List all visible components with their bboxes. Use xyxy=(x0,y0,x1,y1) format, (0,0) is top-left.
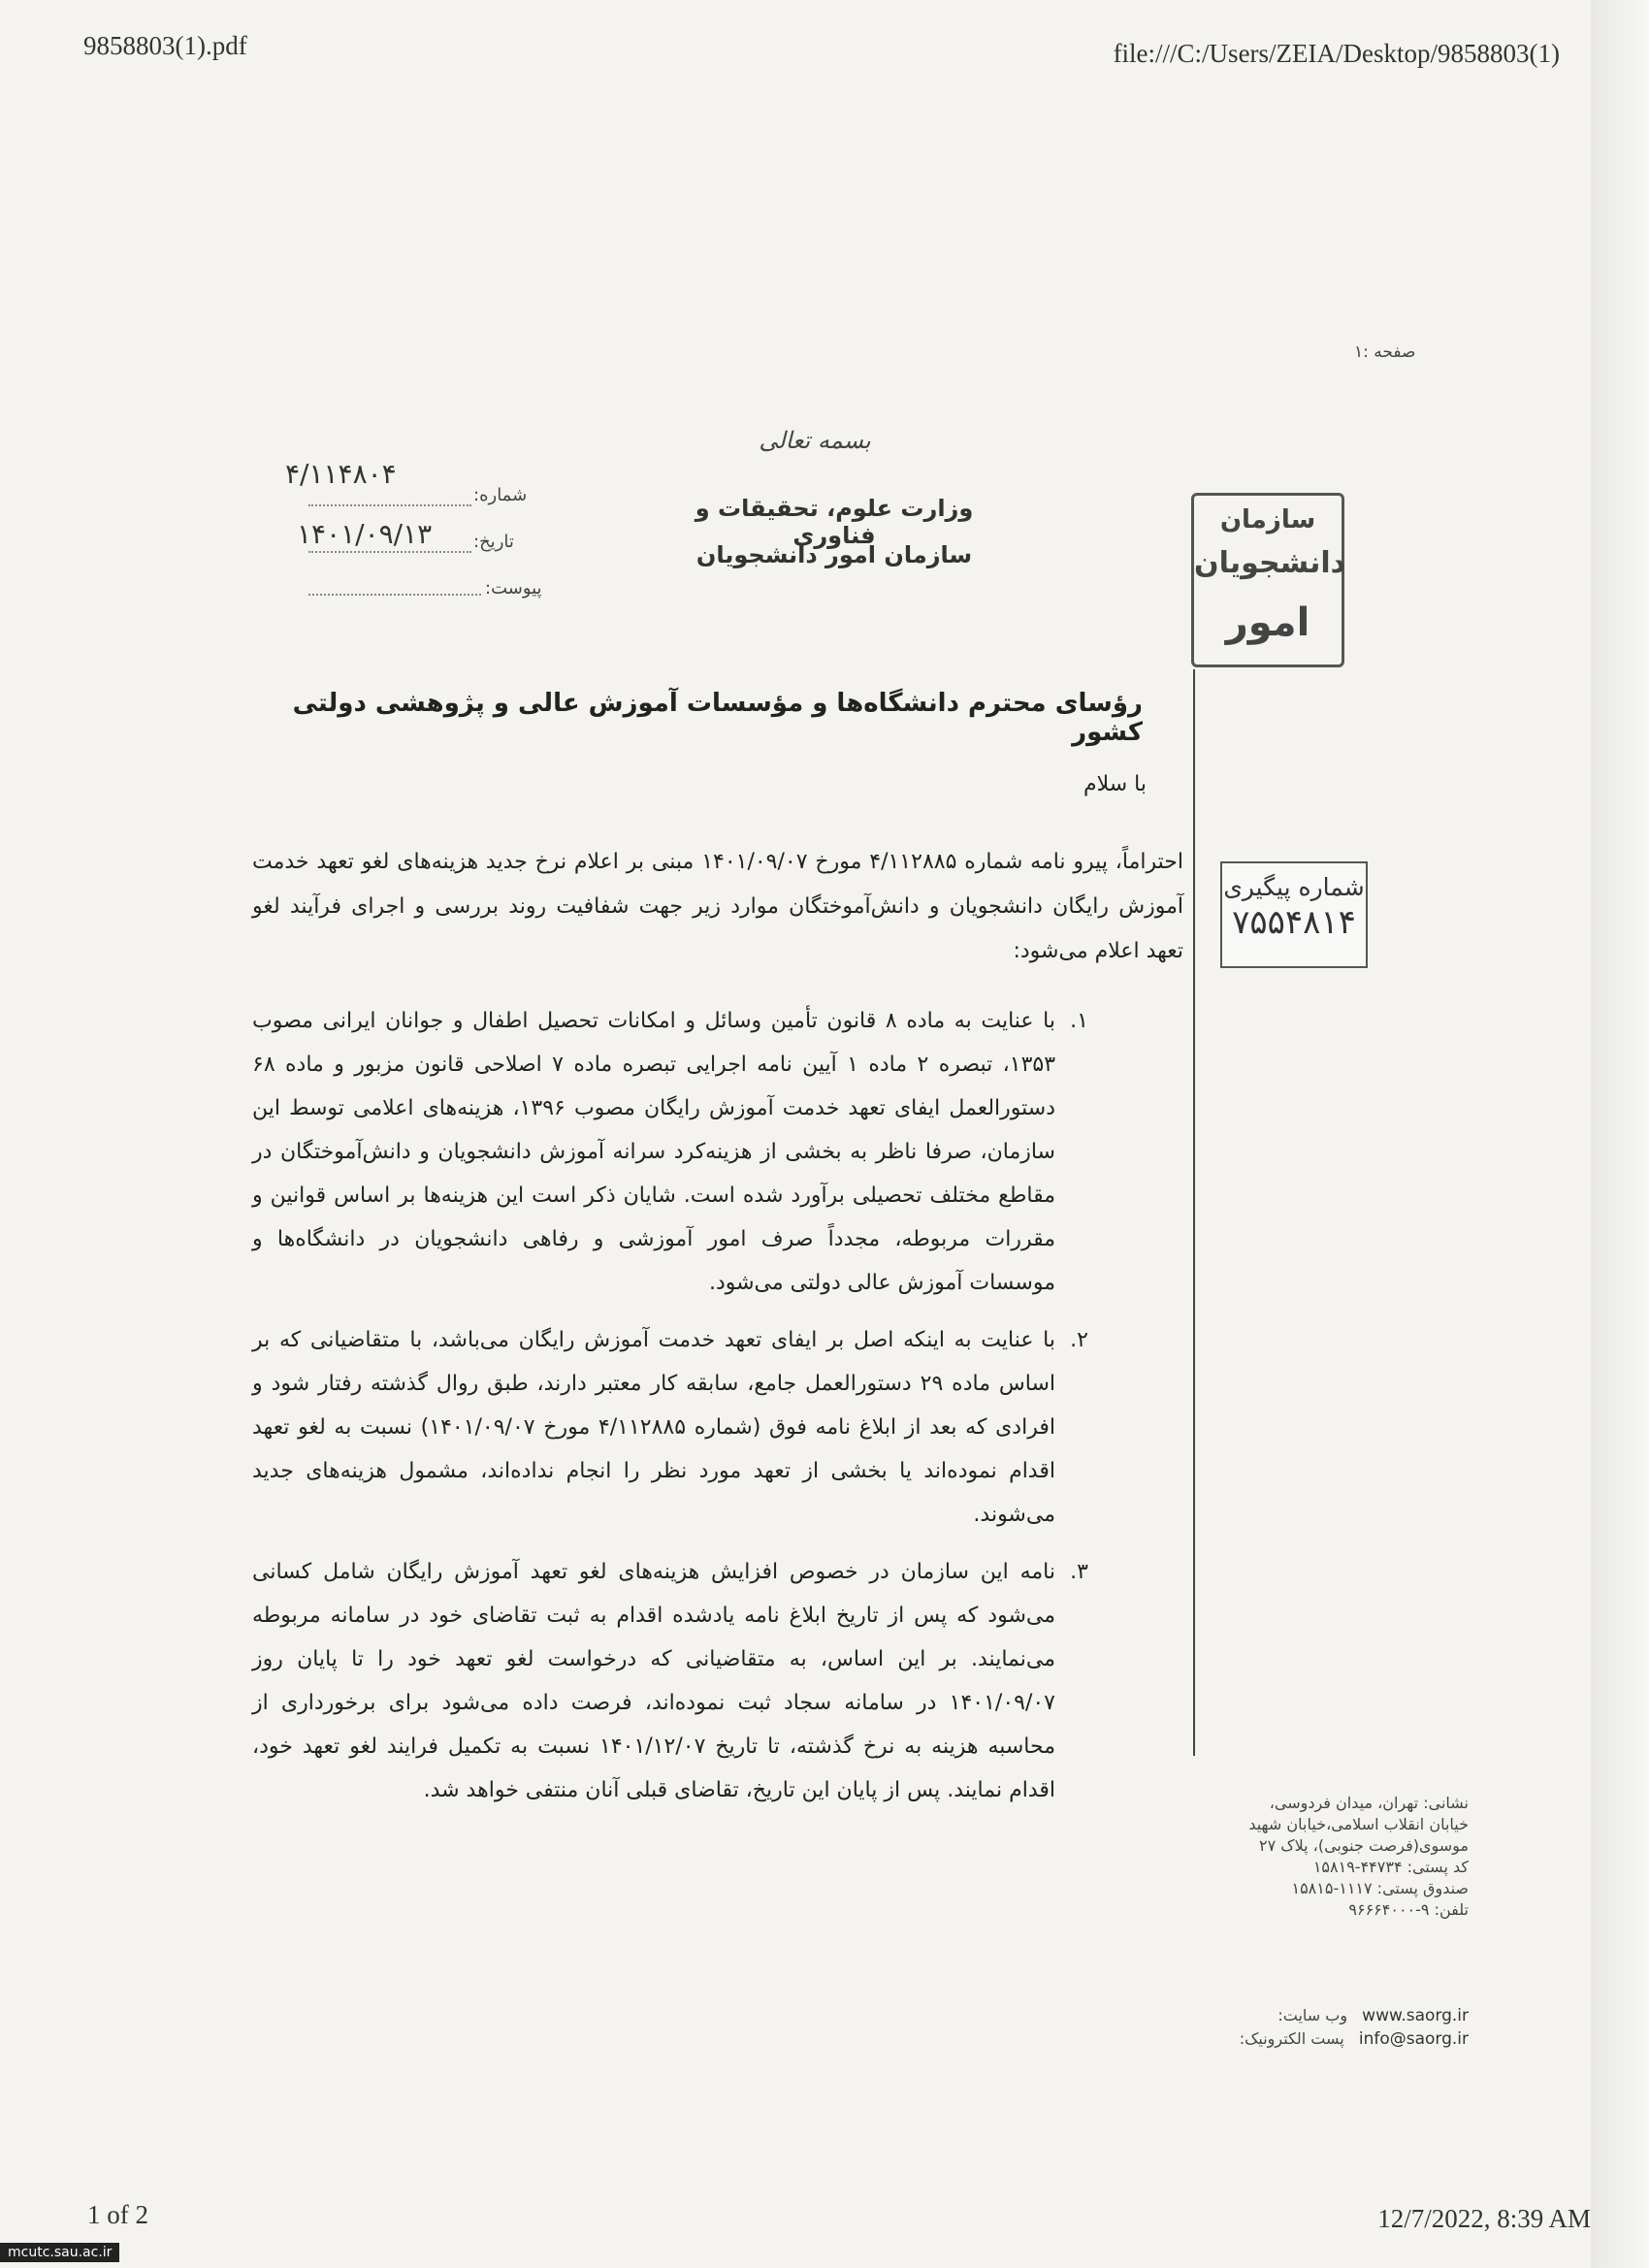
page-label: صفحه :۱ xyxy=(1354,342,1416,362)
address-block xyxy=(1195,1793,1469,1921)
address-line: خیابان انقلاب اسلامی،خیابان شهید xyxy=(1248,1815,1469,1833)
greeting: با سلام xyxy=(1083,772,1147,796)
email-link: info@saorg.ir xyxy=(1358,2029,1469,2049)
print-file-path: file:///C:/Users/ZEIA/Desktop/9858803(1) xyxy=(1113,39,1560,68)
tracking-number: ۷۵۵۴۸۱۴ xyxy=(1232,903,1356,942)
letter-number: ۴/۱۱۴۸۰۴ xyxy=(285,458,397,490)
list-item-marker: ۲. xyxy=(1070,1328,1088,1352)
date-dotted-line xyxy=(308,551,471,553)
list-item-text: با عنایت به ماده ۸ قانون تأمین وسائل و امکانات تحصیل اطفال و جوانان ایرانی مصوب ۱۳۵۳، تبصره ۲ ماده ۱ آیین نامه اجرایی تبصره ماده ۷ اصلاحی قانون مزبور و ماده ۶۸ دستورالعمل ایفای تعهد خدمت آموزش رایگان مصوب ۱۳۹۶، هزینه‌های اعلامی توسط این سازمان، صرفا ناظر به بخشی از هزینه‌کرد سرانه آموزش دانشجویان و دانش‌آموختگان در مقاطع مختلف تحصیلی برآورد شده است. شایان ذکر است این هزینه‌ها بر اساس قوانین و مقررات مربوطه، مجدداً صرف امور آموزشی و رفاهی دانشجویان در دانشگاه‌ها و موسسات آموزش عالی دولتی می‌شود. xyxy=(252,1009,1056,1295)
list-item xyxy=(252,1318,1088,1537)
date-label: تاریخ: xyxy=(473,532,514,552)
list-item-text: نامه این سازمان در خصوص افزایش هزینه‌های لغو تعهد آموزش رایگان شامل کسانی می‌شود که پس از تاریخ ابلاغ نامه یادشده اقدام به ثبت تقاضای خود در سامانه مربوطه می‌نمایند. بر این اساس، به متقاضیانی که درخواست لغو تعهد خود را تا پایان روز ۱۴۰۱/۰۹/۰۷ در سامانه سجاد ثبت نموده‌اند، فرصت داده می‌شود برای برخورداری از محاسبه هزینه به نرخ گذشته، تا تاریخ ۱۴۰۱/۱۲/۰۷ نسبت به تکمیل فرایند لغو تعهد خود، اقدام نمایند. پس از پایان این تاریخ، تقاضای قبلی آنان منتفی خواهد شد. xyxy=(252,1560,1055,1802)
address-line: کد پستی: ۴۴۷۳۴-۱۵۸۱۹ xyxy=(1312,1858,1469,1876)
print-file-title: 9858803(1).pdf xyxy=(83,31,247,60)
address-line: نشانی: تهران، میدان فردوسی، xyxy=(1269,1794,1469,1812)
tracking-label: شماره پیگیری xyxy=(1223,873,1365,901)
logo-text-line3: امور xyxy=(1225,600,1310,645)
print-timestamp: 12/7/2022, 8:39 AM xyxy=(1377,2204,1591,2233)
list-item-marker: ۱. xyxy=(1070,1009,1088,1033)
print-page-counter: 1 of 2 xyxy=(87,2200,148,2229)
numbered-list xyxy=(252,999,1088,1826)
list-item xyxy=(252,999,1088,1305)
list-item-text: با عنایت به اینکه اصل بر ایفای تعهد خدمت آموزش رایگان می‌باشد، با متقاضیانی که بر اساس ماده ۲۹ دستورالعمل جامع، سابقه کار معتبر دارند، طبق روال گذشته رفتار شود و افرادی که بعد از ابلاغ نامه فوق (شماره ۴/۱۱۲۸۸۵ مورخ ۱۴۰۱/۰۹/۰۷) نسبت به لغو تعهد اقدام نموده‌اند یا بخشی از تعهد مورد نظر را انجام نداده‌اند، مشمول هزینه‌های جدید می‌شوند. xyxy=(252,1328,1055,1527)
address-line: تلفن: ۹-۹۶۶۶۴۰۰۰ xyxy=(1348,1900,1469,1919)
tracking-box xyxy=(1220,861,1368,968)
list-item-marker: ۳. xyxy=(1070,1560,1088,1584)
number-label: شماره: xyxy=(473,485,528,505)
site-watermark: mcutc.sau.ac.ir xyxy=(0,2243,119,2262)
list-item xyxy=(252,1550,1088,1812)
email-label: پست الکترونیک: xyxy=(1239,2029,1344,2048)
attachment-dotted-line xyxy=(308,594,481,596)
website-label: وب سایت: xyxy=(1277,2006,1348,2025)
address-line: موسوی(فرصت جنوبی)، پلاک ۲۷ xyxy=(1259,1836,1469,1855)
number-dotted-line xyxy=(308,504,471,506)
logo-text-line2: دانشجویان xyxy=(1194,546,1346,580)
basmala: بسمه تعالی xyxy=(759,427,871,454)
contact-web-block xyxy=(1199,2004,1469,2051)
intro-paragraph: احتراماً، پیرو نامه شماره ۴/۱۱۲۸۸۵ مورخ ۱۴۰۱/۰۹/۰۷ مبنی بر اعلام نرخ جدید هزینه‌های لغو تعهد خدمت آموزش رایگان دانشجویان و دانش‌آموختگان موارد زیر جهت شفافیت روند بررسی و اجرای فرآیند لغو تعهد اعلام می‌شود: xyxy=(252,850,1183,963)
letter-date: ۱۴۰۱/۰۹/۱۳ xyxy=(297,518,433,550)
organization-name: سازمان امور دانشجویان xyxy=(695,541,973,568)
letter-recipient-title: رؤسای محترم دانشگاه‌ها و مؤسسات آموزش عالی و پژوهشی دولتی کشور xyxy=(292,689,1143,747)
address-line: صندوق پستی: ۱۱۱۷-۱۵۸۱۵ xyxy=(1291,1879,1469,1897)
logo-text-line1: سازمان xyxy=(1219,505,1316,535)
page-edge-shadow xyxy=(1591,0,1649,2268)
attachment-label: پیوست: xyxy=(485,578,542,599)
website-link: www.saorg.ir xyxy=(1362,2006,1469,2025)
organization-logo xyxy=(1191,493,1344,667)
ministry-name: وزارت علوم، تحقیقات و فناوری xyxy=(695,495,974,549)
margin-divider xyxy=(1193,669,1195,1756)
